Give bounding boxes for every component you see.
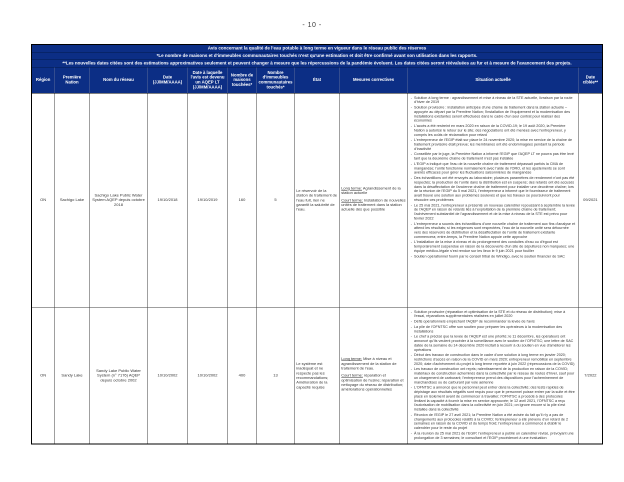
cell-date-ciblee: 09/2021 <box>579 93 603 307</box>
situation-item <box>411 176 576 202</box>
bullet-dash-icon: - <box>410 309 412 314</box>
bullet-dash-icon: - <box>410 95 412 100</box>
column-header: Région <box>32 67 55 93</box>
column-header: Première Nation <box>55 67 90 93</box>
situation-item <box>411 152 576 161</box>
cell-nom-du-reseau: Sandy Lake Public Water System (n° 7176) AQEP depuis octobre 2002 <box>90 307 148 444</box>
situation-item <box>411 124 576 137</box>
situation-item <box>411 413 576 430</box>
situation-item-text: L'entrepreneur a soumis des échantillons d'une nouvelle chaîne de traitement aux fins d'analyse et attend les résultats; si les exigences sont respectées, l'eau de la nouvelle unité sera détournée vers des réservoirs de distribution et la désaffectation de l'unité de traitement existante commencera; entre-temps, la Première Nation appuie cette approche <box>413 221 576 239</box>
cell-immeubles: 13 <box>257 307 295 444</box>
cell-date-aqep-lt: 19/10/2019 <box>188 93 228 307</box>
cell-date: 10/10/2002 <box>148 307 188 444</box>
bullet-dash-icon: - <box>410 175 412 181</box>
cell-etat: Le système est inadéquat et ne respecte pas les recommandations; Amélioration de la capacité requise <box>295 307 340 444</box>
table-row <box>32 307 603 444</box>
table-note-dates: **Les nouvelles dates citées sont des estimations approximatives seulement et peuvent changer à mesure que les répercussions de la pandémie évoluent. Les dates citées seront réévaluées au fur et à mesure de l'avancement des projets. <box>32 60 603 67</box>
advisories-table-container <box>31 44 602 445</box>
cell-situation-actuelle <box>408 93 579 307</box>
bullet-dash-icon: - <box>410 430 412 436</box>
bullet-dash-icon: - <box>410 253 412 259</box>
column-header: Mesures correctives <box>340 67 408 93</box>
table-title: Avis concernant la qualité de l'eau potable à long terme en vigueur dans le réseau public des réserves <box>32 45 603 53</box>
situation-item <box>411 386 576 412</box>
table-body <box>32 93 603 444</box>
column-header: Nombre d'immeubles communautaires touchés* <box>257 67 295 93</box>
cell-premiere-nation: Sandy Lake <box>55 307 90 444</box>
column-header: État <box>295 67 340 93</box>
mesures-label: Court terme: <box>341 373 363 378</box>
bullet-dash-icon: - <box>410 366 412 372</box>
bullet-dash-icon: - <box>410 412 412 417</box>
mesures-text: Installation de nouvelles unités de traitement dans la station actuelle dès que possible <box>341 197 406 212</box>
situation-list <box>411 96 576 259</box>
situation-item <box>411 325 576 334</box>
table-title-row <box>32 45 603 53</box>
situation-item <box>411 96 576 105</box>
situation-item <box>411 254 576 258</box>
situation-item <box>411 320 576 324</box>
bullet-dash-icon: - <box>410 123 412 129</box>
bullet-dash-icon: - <box>410 334 412 339</box>
situation-item <box>411 431 576 440</box>
situation-item-text: Solution provisoire (réparation et optimisation de la STE et du réseau de distribution); mise à l'essai, réparations supplémentaires réalisées en juillet 2020 <box>413 309 566 319</box>
bullet-dash-icon: - <box>410 385 412 390</box>
bullet-dash-icon: - <box>410 324 412 329</box>
bullet-dash-icon: - <box>410 202 412 208</box>
table-header <box>32 45 603 94</box>
situation-item <box>411 335 576 352</box>
situation-item <box>411 203 576 220</box>
mesures-text: Mise à niveau et agrandissement de la station de traitement de l'eau. <box>341 356 397 371</box>
mesures-label: Court terme: <box>341 197 363 203</box>
situation-item-text: Le chef a précisé que la levée de l'AQEP est une priorité; le 11 décembre, les opérateurs ont annoncé qu'ils veulent procéder à la surveillance avec le soutien de l'OFNTSC; une lettre de SAC datée de la semaine du 14 décembre 2020 incitait à recourir à du soutien en vue d'améliorer les opérations <box>413 334 574 352</box>
bullet-dash-icon: - <box>410 239 412 245</box>
situation-item-text: Réunion de l'EGIP le 27 avril 2021; la Première Nation a été avisée du fait qu'il n'y a pas de changements aux protocoles relatifs à la COVID; l'entrepreneur a été prévenu d'un retard de 2 semaines en raison de la COVID et du temps froid; l'entrepreneur a commencé à établir le calendrier pour le reste du projet <box>413 412 569 431</box>
bullet-dash-icon: - <box>410 151 412 157</box>
mesures-label: Long terme: <box>341 356 363 362</box>
situation-item-text: Début des travaux de construction dans le cadre d'une solution à long terme en janvier 2020; restrictions d'accès en raison de la COVID en mars 2020; entrepreneur remobilisé en septembre 2020; date d'achèvement du projet à long terme reportée à juin 2022 (répercussions de la COVID) <box>413 352 575 366</box>
column-header: Date (JJ/MM/AAAA) <box>148 67 188 93</box>
advisories-table <box>31 44 603 445</box>
situation-item-text: Des échantillons ont été envoyés au laboratoire; plusieurs paramètres de rendement n'ont pas été respectés; la production de l'unité dans la distribution est en suspens; des retards ont été accusés dans la désaffectation de l'ancienne chaîne de traitement pour installer une deuxième chaîne; lors de la réunion de l'EGIP du 5 mai 2021, l'entrepreneur a informé que le fournisseur de traitement avait trouvé une solution aux problèmes soulevés et que les travaux se poursuivront pour résoudre ces problèmes <box>413 175 575 202</box>
mesures-text: Agrandissement de la station actuelle <box>341 185 401 196</box>
situation-item-text: Solution à long terme : agrandissement et mise à niveau de la STE actuelle, livraison par la route d'hiver de 2019 <box>413 95 573 105</box>
column-header-row <box>32 67 603 93</box>
situation-item-text: Soutien opérationnel fourni par le conseil tribal de Windigo, avec le soutien financier de SAC <box>413 253 565 259</box>
situation-item <box>411 367 576 384</box>
cell-maisons: 400 <box>228 307 257 444</box>
cell-region: ON <box>32 93 55 307</box>
cell-mesures-correctives <box>340 93 408 307</box>
bullet-dash-icon: - <box>410 352 412 358</box>
situation-item-text: L'EGIP a indiqué que l'eau de la nouvelle chaîne de traitement dépassait parfois la CMA de manganèse; l'unité fonctionne normalement avec l'aide de l'ORO, et les ajustements se sont avérés efficaces pour gérer les fluctuations saisonnières de manganèse <box>413 161 565 175</box>
cell-region: ON <box>32 307 55 444</box>
situation-item <box>411 353 576 366</box>
column-header: Situation actuelle <box>408 67 579 93</box>
bullet-dash-icon: - <box>410 137 412 143</box>
situation-item-text: Conseillée par le juge, la Première Nation a informé l'EGIP que l'AQEP LT ne pourra pas être levé tant que la deuxième chaîne de traitement n'est pas installée <box>413 151 574 161</box>
situation-item <box>411 222 576 239</box>
situation-item-text: Solution provisoire : installation anticipée d'une chaîne de traitement dans la station actuelle – appuyée au départ par la Première Nation; l'installation de l'équipement et la modernisation des installations existantes seront effectuées dans le cadre d'un seul contrat pour réaliser des économies <box>413 105 571 123</box>
mesures-text: réparation et optimisation de l'usine; réparation et nettoyage du réseau de distribution; améliorations opérationnelles <box>341 373 404 392</box>
page-number: - 10 - <box>302 22 322 29</box>
cell-situation-actuelle <box>408 307 579 444</box>
cell-date-aqep-lt: 10/10/2002 <box>188 307 228 444</box>
situation-item-text: L'installation de la mise à niveau et du prolongement des conduites d'eau ou d'égout est temporairement suspendue en raison de la découverte d'un site de sépultures non marquées; une équipe médico-légale s'est rendue sur les lieux le 9 juin 2021 pour fouiller <box>413 239 575 253</box>
situation-item <box>411 138 576 151</box>
table-note2-row <box>32 60 603 67</box>
situation-list <box>411 310 576 440</box>
cell-maisons: 160 <box>228 93 257 307</box>
situation-item-text: L'entrepreneur de l'EGIP était sur place le 24 novembre 2020; la mise en service de la chaîne de traitement provisoire était prévue; les membranes ont été endommagées pendant la période d'inactivité <box>413 137 573 151</box>
situation-item-text: L'accès a été restreint en mars 2020 en raison de la COVID-19; le 19 août 2020, la Première Nation a autorisé le retour sur le site; des négociations ont été menées avec l'entrepreneur, y compris les coûts de réclamation pour retard <box>413 123 566 137</box>
cell-nom-du-reseau: Sachigo Lake Public Water System AQEP depuis octobre 2018 <box>90 93 148 307</box>
table-row <box>32 93 603 307</box>
column-header: Date ciblée** <box>579 67 603 93</box>
cell-date: 19/10/2018 <box>148 93 188 307</box>
mesures-court-terme <box>341 198 406 212</box>
mesures-long-terme <box>341 357 406 371</box>
column-header: Nombre de maisons touchées* <box>228 67 257 93</box>
situation-item <box>411 106 576 123</box>
situation-item <box>411 310 576 319</box>
bullet-dash-icon: - <box>410 105 412 110</box>
situation-item-text: Défis opérationnels empêchant l'AQEP de recommander la levée de l'avis <box>413 319 535 324</box>
column-header: Nom du réseau <box>90 67 148 93</box>
cell-date-ciblee: 7/2022 <box>579 307 603 444</box>
cell-etat: Le réservoir de la station de traitement de l'eau fuit, rien ne garantit la salubrité de l'eau. <box>295 93 340 307</box>
mesures-long-terme <box>341 186 406 195</box>
situation-item <box>411 240 576 253</box>
bullet-dash-icon: - <box>410 161 412 166</box>
bullet-dash-icon: - <box>410 221 412 226</box>
situation-item-text: À la réunion du 25 mai 2021 de l'EGIP, l'entrepreneur a publié un calendrier révisé, prévoyant une prolongation de 3 semaines; le consultant et l'EGIP procéderont à une évaluation <box>413 430 574 440</box>
cell-mesures-correctives <box>340 307 408 444</box>
table-note-houses: *Le nombre de maisons et d'immeubles communautaires touchés n'est qu'une estimation et doit être confirmé avant son utilisation dans les rapports. <box>32 52 603 59</box>
cell-immeubles: 5 <box>257 93 295 307</box>
table-note1-row <box>32 52 603 59</box>
cell-premiere-nation: Sachigo Lake <box>55 93 90 307</box>
mesures-label: Long terme: <box>341 185 363 191</box>
situation-item-text: L'OFNTSC a annoncé que le personnel peut entrer dans la collectivité; des tests rapides de dépistage aux résultats négatifs sont requis pour que le personnel puisse entrer par la suite et être placé en isolement avant de commencer à travailler; l'OFNTSC a procédé à des protocoles limitant la capacité à fournir la mise en service approuvée; le 12 avril 2021, l'OFNTSC a reçu l'autorisation de mobilisation dans la collectivité en juin 2021; on ignore encore si la pile s'est installée dans la collectivité <box>413 385 575 412</box>
situation-item <box>411 162 576 175</box>
situation-item-text: Le 25 mai 2021, l'entrepreneur a présenté un nouveau calendrier repoussant à septembre la levée de l'AQEP en raison de retards liés à l'exploitation de la première chaîne de traitement; l'achèvement substantiel de l'agrandissement et de la mise à niveau de la STE est prévu pour février 2022 <box>413 202 575 221</box>
column-header: Date à laquelle l'avis est devenu un AQEP LT (JJ/MM/AAAA) <box>188 67 228 93</box>
mesures-court-terme <box>341 373 406 392</box>
situation-item-text: La pile de l'OFNTSC offre son soutien pour préparer les opérateurs à la modernisation des installations <box>413 324 563 334</box>
situation-item-text: Les travaux de construction ont repris; ralentissement de la production en raison de la COVID; matériaux de construction acheminés dans la collectivité par le réseau de routes d'hiver, sauf pour un chargement de carburant; l'entrepreneur prend des dispositions pour l'acheminement de marchandises ou de carburant par voie aérienne <box>413 366 575 385</box>
bullet-dash-icon: - <box>410 319 412 324</box>
